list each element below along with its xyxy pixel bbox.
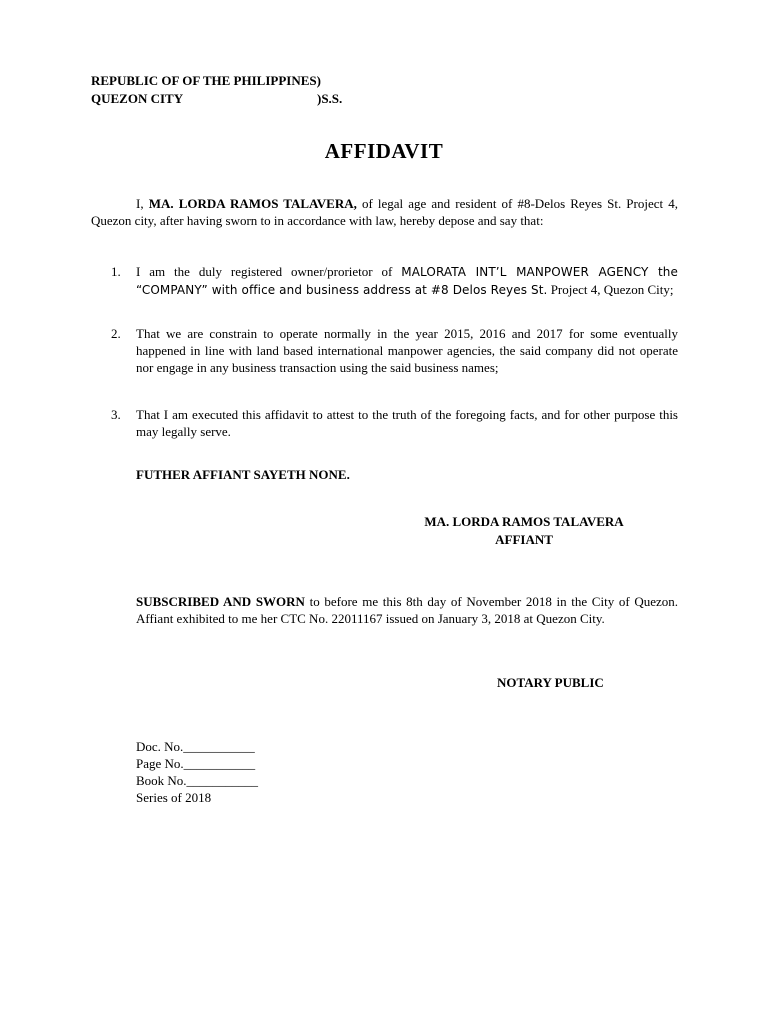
further-affiant-line: FUTHER AFFIANT SAYETH NONE. xyxy=(136,467,350,482)
list-item-text xyxy=(136,263,678,299)
affiant-signature-block xyxy=(405,513,643,549)
series-line: Series of 2018 xyxy=(136,790,212,805)
notarial-register-entries xyxy=(136,738,258,806)
item1-text-b: MALORATA INT’L MANPOWER AGENCY the “COMPANY” with office and business address at #8 Delos Reyes St. xyxy=(136,265,678,297)
jurat-lead: SUBSCRIBED AND SWORN xyxy=(136,594,305,609)
affiant-name: MA. LORDA RAMOS TALAVERA xyxy=(424,514,624,529)
venue-line-republic: REPUBLIC OF OF THE PHILIPPINES) xyxy=(91,73,321,88)
venue-city: QUEZON CITY xyxy=(91,91,184,106)
list-number: 2. xyxy=(111,326,121,341)
intro-paragraph xyxy=(91,195,678,229)
notary-public-label: NOTARY PUBLIC xyxy=(497,675,604,690)
document-title: AFFIDAVIT xyxy=(324,139,444,163)
venue-line-city xyxy=(91,90,343,108)
doc-number-line: Doc. No.___________ xyxy=(136,739,255,754)
book-number-line: Book No.___________ xyxy=(136,773,259,788)
page-number-line: Page No.___________ xyxy=(136,756,256,771)
list-number: 1. xyxy=(111,264,121,279)
venue-caption xyxy=(91,72,343,108)
list-number: 3. xyxy=(111,407,121,422)
venue-ss: )S.S. xyxy=(317,91,343,106)
list-item-text: That we are constrain to operate normally in the year 2015, 2016 and 2017 for some eventually happened in line with land based international manpower agencies, the said company did not operate nor engage in any business transaction using the said business names; xyxy=(136,326,678,375)
jurat-rest: to before me this 8th day of November 2018 in the City of Quezon. Affiant exhibited to me her CTC No. 22011167 issued on January 3, 2018 at Quezon City. xyxy=(136,594,678,626)
list-item-text: That I am executed this affidavit to attest to the truth of the foregoing facts, and for other purpose this may legally serve. xyxy=(136,407,678,439)
item1-text-c: Project 4, Quezon City; xyxy=(547,282,674,297)
affiant-role: AFFIANT xyxy=(495,532,553,547)
intro-rest: of legal age and resident of #8-Delos Reyes St. Project 4, Quezon city, after having sworn to in accordance with law, hereby depose and say that: xyxy=(91,196,678,228)
jurat-paragraph xyxy=(136,593,678,627)
item1-text-a: I am the duly registered owner/prorietor of xyxy=(136,264,402,279)
affiant-name-inline: MA. LORDA RAMOS TALAVERA, xyxy=(148,196,357,211)
intro-prefix: I, xyxy=(136,196,149,211)
